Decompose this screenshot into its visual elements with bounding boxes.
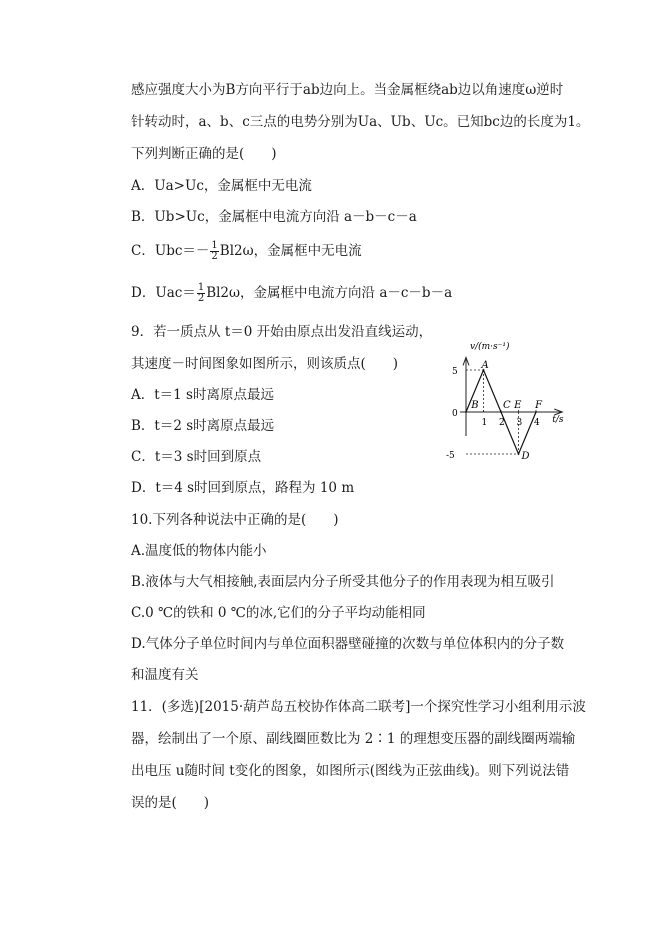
y-axis-label: v/(m·s⁻¹): [470, 342, 510, 352]
option-a: A．Ua>Uc，金属框中无电流: [131, 178, 312, 194]
question-stem: 下列判断正确的是( ): [131, 146, 277, 162]
y-tick-label: 5: [452, 367, 458, 377]
q9-option-c: C．t＝3 s时回到原点: [131, 449, 262, 465]
option-c-prefix: C．Ubc＝－: [131, 243, 210, 259]
question-9-stem: 9．若一质点从 t＝0 开始由原点出发沿直线运动，: [131, 324, 433, 340]
fraction-denominator: 2: [197, 293, 205, 304]
origin-label: 0: [452, 409, 458, 419]
option-d-suffix: Bl2ω，金属框中电流方向沿 a－c－b－a: [206, 285, 453, 301]
q9-option-a: A．t＝1 s时离原点最远: [131, 387, 274, 403]
point-label-b: B: [471, 400, 479, 411]
question-9-stem-2: 其速度－时间图象如图所示，则该质点( ): [131, 356, 399, 372]
fraction: [197, 283, 205, 304]
question-11-stem: 11．(多选)[2015·葫芦岛五校协作体高二联考]一个探究性学习小组利用示波: [131, 699, 586, 715]
point-label-e: E: [514, 400, 522, 411]
option-d-prefix: D．Uac＝: [131, 285, 196, 301]
point-label-a: A: [481, 360, 489, 371]
option-b: B．Ub>Uc，金属框中电流方向沿 a－b－c－a: [131, 209, 417, 225]
fraction-denominator: 2: [211, 251, 218, 262]
x-tick-label: 4: [534, 418, 540, 428]
q10-option-a: A.温度低的物体内能小: [131, 543, 267, 559]
q10-option-b: B.液体与大气相接触,表面层内分子所受其他分子的作用表现为相互吸引: [131, 574, 555, 590]
question-11-stem-3: 出电压 u随时间 t变化的图象，如图所示(图线为正弦曲线)。则下列说法错: [131, 763, 570, 779]
y-tick-label: -5: [446, 451, 455, 461]
velocity-time-graph: [440, 335, 575, 480]
q10-option-d-cont: 和温度有关: [131, 667, 199, 683]
fraction-numerator: 1: [211, 240, 218, 251]
data-point: [465, 411, 467, 413]
q9-option-b: B．t＝2 s时离原点最远: [131, 418, 275, 434]
question-10-stem: 10.下列各种说法中正确的是( ): [131, 512, 339, 528]
point-label-f: F: [535, 400, 543, 411]
option-c-suffix: Bl2ω，金属框中无电流: [219, 243, 362, 259]
option-d: [131, 283, 452, 304]
x-tick-label: 1: [481, 418, 488, 428]
x-tick-label: 3: [516, 418, 523, 428]
q9-option-d: D．t＝4 s时回到原点，路程为 10 m: [131, 480, 355, 496]
text-line: 针转动时，a、b、c三点的电势分别为Ua、Ub、Uc。已知bc边的长度为1。: [131, 114, 590, 130]
option-c: [131, 241, 362, 262]
data-point: [518, 453, 520, 455]
q10-option-d: D.气体分子单位时间内与单位面积器壁碰撞的次数与单位体积内的分子数: [131, 636, 565, 652]
x-axis-label: t/s: [552, 415, 564, 425]
question-11-stem-4: 误的是( ): [131, 795, 210, 811]
x-tick-label: 2: [499, 418, 505, 428]
point-label-d: D: [521, 451, 530, 462]
question-11-stem-2: 器，绘制出了一个原、副线圈匝数比为 2∶1 的理想变压器的副线圈两端输: [131, 731, 576, 747]
fraction: [210, 241, 218, 262]
q10-option-c: C.0 ℃的铁和 0 ℃的冰,它们的分子平均动能相同: [131, 605, 426, 621]
fraction-numerator: 1: [197, 282, 205, 293]
text-line: 感应强度大小为B方向平行于ab边向上。当金属框绕ab边以角速度ω逆时: [131, 82, 564, 98]
point-label-c: C: [503, 400, 511, 411]
